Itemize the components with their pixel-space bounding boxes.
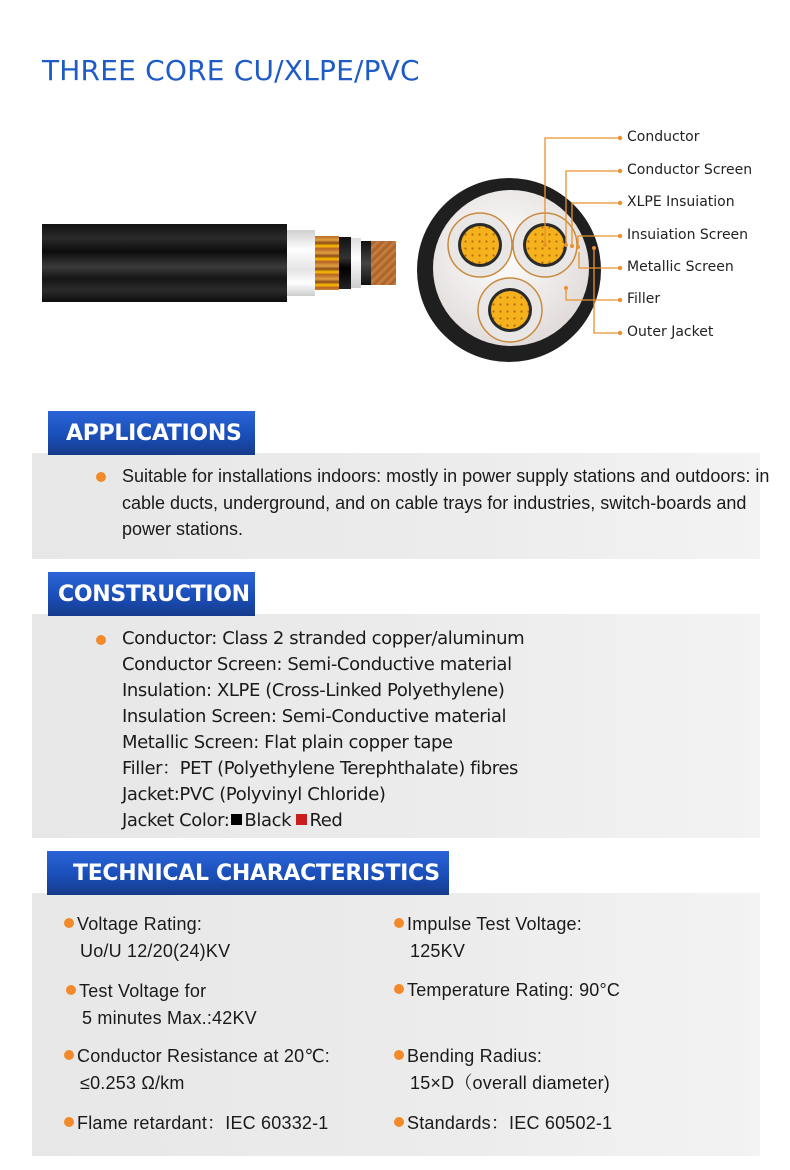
core-top-left xyxy=(448,213,512,277)
cable-insulation-screen-layer xyxy=(339,237,351,289)
applications-text: Suitable for installations indoors: mostly in power supply stations and outdoors: in cable ducts, underground, and on cable trays for industries, switch-boards and power stations. xyxy=(122,466,770,539)
construction-item: Insulation Screen: Semi-Conductive material xyxy=(122,706,507,727)
core-top-right xyxy=(513,213,577,277)
bullet-dot-icon xyxy=(96,472,106,482)
callout-conductor-screen: Conductor Screen xyxy=(627,162,753,178)
construction-list xyxy=(122,626,524,834)
construction-panel xyxy=(32,614,760,838)
technical-heading: TECHNICAL CHARACTERISTICS xyxy=(47,851,449,895)
jacket-color-label: Jacket Color: xyxy=(122,810,230,831)
cable-copper-tape-layer xyxy=(315,236,339,290)
bullet-dot-icon xyxy=(394,918,404,928)
bullet-dot-icon xyxy=(64,1117,74,1127)
black-swatch-icon xyxy=(231,814,242,825)
bullet-dot-icon xyxy=(394,984,404,994)
cable-xlpe-layer xyxy=(351,238,361,288)
tech-test-voltage: Test Voltage for 5 minutes Max.:42KV xyxy=(66,978,257,1032)
tech-temperature-rating: Temperature Rating: 90°C xyxy=(394,977,620,1004)
tech-bending-radius: Bending Radius: 15×D（overall diameter) xyxy=(394,1043,610,1097)
construction-item: Jacket:PVC (Polyvinyl Chloride) xyxy=(122,784,386,805)
callout-xlpe-insulation: XLPE Insuiation xyxy=(627,194,735,210)
tech-standards: Standards：IEC 60502-1 xyxy=(394,1110,612,1137)
construction-item: Insulation: XLPE (Cross-Linked Polyethylene) xyxy=(122,680,505,701)
technical-panel xyxy=(32,893,760,1156)
bullet-dot-icon xyxy=(64,1050,74,1060)
applications-panel xyxy=(32,453,770,559)
tech-conductor-resistance: Conductor Resistance at 20℃: ≤0.253 Ω/km xyxy=(64,1043,330,1097)
tech-flame-retardant: Flame retardant：IEC 60332-1 xyxy=(64,1110,329,1137)
bullet-dot-icon xyxy=(64,918,74,928)
construction-item: Metallic Screen: Flat plain copper tape xyxy=(122,732,453,753)
construction-item: Conductor Screen: Semi-Conductive material xyxy=(122,654,512,675)
cable-outer-jacket xyxy=(42,224,287,302)
bullet-dot-icon xyxy=(394,1117,404,1127)
bullet-dot-icon xyxy=(394,1050,404,1060)
callout-outer-jacket: Outer Jacket xyxy=(627,324,714,340)
construction-heading: CONSTRUCTION xyxy=(48,572,255,616)
jacket-color-red: Red xyxy=(309,810,343,831)
jacket-color-black: Black xyxy=(244,810,292,831)
tech-voltage-rating: Voltage Rating: Uo/U 12/20(24)KV xyxy=(64,911,230,965)
cable-filler-layer xyxy=(287,230,315,296)
cable-conductor-screen-layer xyxy=(361,241,371,285)
callout-filler: Filler xyxy=(627,291,661,307)
tech-impulse-test-voltage: Impulse Test Voltage: 125KV xyxy=(394,911,582,965)
red-swatch-icon xyxy=(296,814,307,825)
cable-side-view-image xyxy=(42,224,402,302)
callout-conductor: Conductor xyxy=(627,129,700,145)
cable-conductor-core xyxy=(371,241,396,285)
callout-metallic-screen: Metallic Screen xyxy=(627,259,734,275)
construction-item: Filler：PET (Polyethylene Terephthalate) fibres xyxy=(122,758,518,779)
construction-item: Conductor: Class 2 stranded copper/aluminum xyxy=(122,628,525,649)
jacket-color-item xyxy=(122,808,524,834)
page-title: THREE CORE CU/XLPE/PVC xyxy=(42,54,420,87)
bullet-dot-icon xyxy=(96,635,106,645)
bullet-dot-icon xyxy=(66,985,76,995)
applications-heading: APPLICATIONS xyxy=(48,411,255,455)
core-bottom xyxy=(478,278,542,342)
callout-insulation-screen: Insuiation Screen xyxy=(627,227,749,243)
